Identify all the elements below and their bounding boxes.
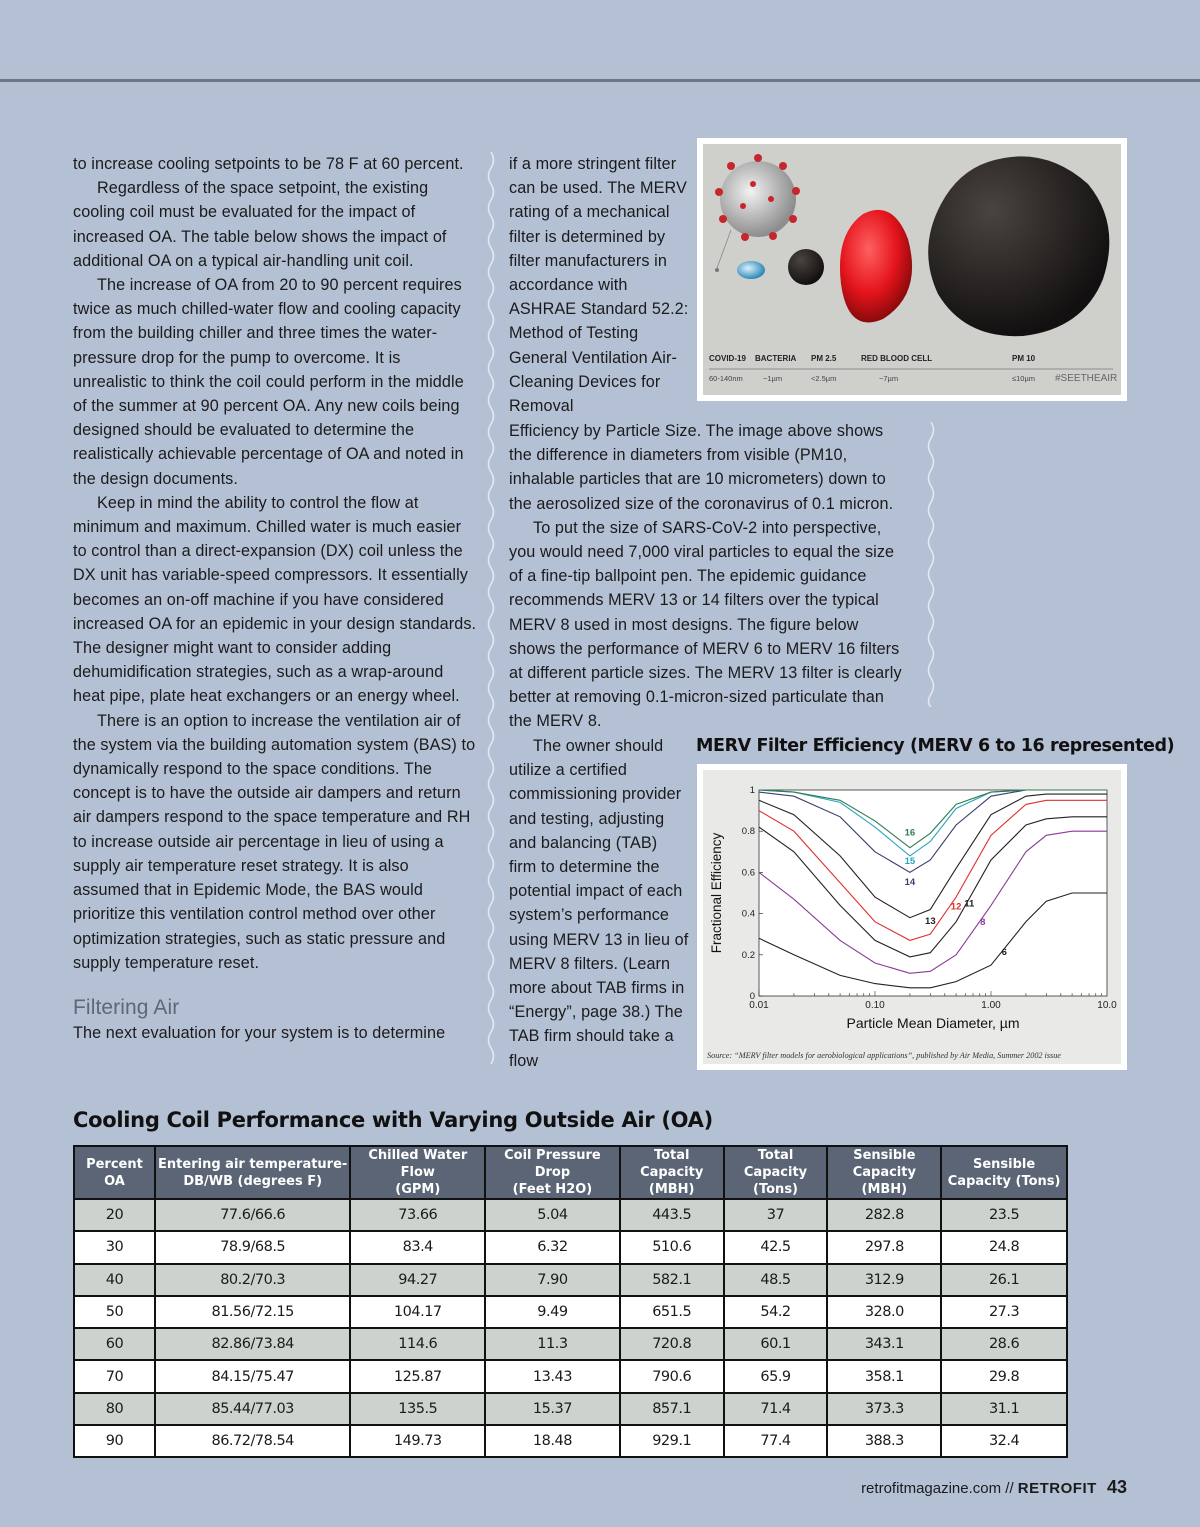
x-tick-label: 1.00	[981, 1000, 1001, 1011]
column-header-line: Percent	[86, 1156, 143, 1172]
table-header-row	[74, 1146, 1067, 1199]
column-header-line: (Feet H2O)	[512, 1182, 593, 1197]
table-cell: 73.66	[350, 1199, 485, 1231]
column-header-line: Total Capacity	[743, 1148, 808, 1180]
table-cell: 149.73	[350, 1425, 485, 1457]
table-cell: 13.43	[485, 1360, 620, 1392]
column-header	[485, 1146, 620, 1199]
y-tick-label: 1	[749, 785, 755, 796]
table-cell: 65.9	[724, 1360, 828, 1392]
column-header-line: Sensible	[853, 1148, 916, 1163]
column-divider	[484, 152, 498, 1072]
table-cell: 26.1	[941, 1264, 1067, 1296]
table-cell: 60	[74, 1328, 155, 1360]
table-cell: 83.4	[350, 1231, 485, 1263]
article-column-right-bottom	[509, 734, 689, 1073]
bacteria-icon	[737, 261, 765, 279]
hashtag: #SEETHEAIR	[1055, 373, 1118, 384]
series-label: 6	[1001, 946, 1007, 958]
table-row	[74, 1264, 1067, 1296]
series-label: 8	[980, 917, 986, 929]
x-axis-label: Particle Mean Diameter, µm	[846, 1015, 1020, 1031]
particle-size: <2.5µm	[811, 374, 837, 383]
particle-illustration	[703, 144, 1121, 395]
table-cell: 54.2	[724, 1296, 828, 1328]
table-cell: 720.8	[620, 1328, 724, 1360]
column-header-line: Sensible	[973, 1156, 1036, 1172]
chart-title: MERV Filter Efficiency (MERV 6 to 16 represented)	[696, 736, 1175, 756]
series-label: 12	[950, 901, 962, 913]
table-cell: 50	[74, 1296, 155, 1328]
table-row	[74, 1393, 1067, 1425]
table-row	[74, 1360, 1067, 1392]
table-cell: 443.5	[620, 1199, 724, 1231]
covid-scale-dot-icon	[715, 268, 719, 272]
paragraph: There is an option to increase the ventilation air of the system via the building automation system (BAS) to dynamically respond to the space conditions. The concept is to have the outside air dampers and return air dampers respond to the space temperature and RH to increase outside air percentage in lieu of using a supply air temperature reset strategy. It is also assumed that in Epidemic Mode, the BAS would prioritize this ventilation control method over other optimization strategies, such as static pressure and supply temperature reset.	[73, 711, 476, 972]
table-cell: 27.3	[941, 1296, 1067, 1328]
column-header-line: Capacity (Tons)	[947, 1173, 1061, 1189]
column-header	[620, 1146, 724, 1199]
table-cell: 32.4	[941, 1425, 1067, 1457]
particle-label: BACTERIA	[755, 354, 797, 363]
table-cell: 24.8	[941, 1231, 1067, 1263]
table-cell: 82.86/73.84	[155, 1328, 351, 1360]
table-cell: 343.1	[827, 1328, 941, 1360]
article-column-right-top	[509, 152, 689, 418]
table-cell: 77.6/66.6	[155, 1199, 351, 1231]
table-cell: 15.37	[485, 1393, 620, 1425]
particle-label: COVID-19	[709, 354, 746, 363]
table-cell: 9.49	[485, 1296, 620, 1328]
table-cell: 71.4	[724, 1393, 828, 1425]
table-cell: 37	[724, 1199, 828, 1231]
top-rule	[0, 79, 1200, 82]
y-tick-label: 0.2	[741, 949, 755, 961]
chart-svg	[703, 770, 1121, 1064]
y-tick-label: 0.4	[741, 908, 755, 920]
particle-label: PM 2.5	[811, 354, 837, 363]
particle-size: ~7µm	[879, 374, 899, 383]
y-axis-label: Fractional Efficiency	[709, 832, 724, 954]
table-cell: 85.44/77.03	[155, 1393, 351, 1425]
table-cell: 18.48	[485, 1425, 620, 1457]
paragraph: to increase cooling setpoints to be 78 F at 60 percent.	[73, 155, 464, 173]
table-cell: 31.1	[941, 1393, 1067, 1425]
table-cell: 81.56/72.15	[155, 1296, 351, 1328]
column-header	[941, 1146, 1067, 1199]
series-label: 13	[925, 915, 936, 927]
page-footer	[861, 1477, 1127, 1498]
table-cell: 11.3	[485, 1328, 620, 1360]
column-header-line: (MBH)	[648, 1182, 695, 1197]
y-tick-label: 0.6	[741, 867, 755, 879]
column-header	[155, 1146, 351, 1199]
table-cell: 5.04	[485, 1199, 620, 1231]
covid-virus-icon	[715, 154, 800, 241]
table-row	[74, 1328, 1067, 1360]
footer-brand: RETROFIT	[1017, 1480, 1097, 1497]
table-cell: 328.0	[827, 1296, 941, 1328]
x-tick-label: 10.0	[1097, 1000, 1117, 1011]
table-cell: 40	[74, 1264, 155, 1296]
paragraph: To put the size of SARS-CoV-2 into perspective, you would need 7,000 viral particles to equal the size of a fine-tip ballpoint pen. The epidemic guidance recommends MERV 13 or 14 filters over the typical MERV 8 used in most designs. The figure below shows the performance of MERV 6 to MERV 16 filters at different particle sizes. The MERV 13 filter is clearly better at removing 0.1-micron-sized particulate than the MERV 8.	[509, 518, 902, 731]
table-cell: 29.8	[941, 1360, 1067, 1392]
column-header-line: Coil Pressure Drop	[504, 1148, 601, 1180]
table-cell: 78.9/68.5	[155, 1231, 351, 1263]
table-cell: 80	[74, 1393, 155, 1425]
column-header-line: Entering air temperature-	[158, 1156, 348, 1172]
table-cell: 388.3	[827, 1425, 941, 1457]
table-row	[74, 1231, 1067, 1263]
particle-size-image	[697, 138, 1127, 401]
paragraph: if a more stringent filter can be used. The MERV rating of a mechanical filter is determined by filter manufacturers in accordance with ASHRAE Standard 52.2: Method of Testing General Ventilation Air-Cleaning Devices for Removal	[509, 155, 689, 416]
paragraph: The increase of OA from 20 to 90 percent requires twice as much chilled-water flow and cooling capacity from the building chiller and three times the water-pressure drop for the pump to overcome. It is unrealistic to think the coil could perform in the middle of the summer at 90 percent OA. Any new coils being designed should be evaluated to determine the realistically achievable percentage of OA and noted in the design documents.	[73, 276, 464, 488]
plot-area	[759, 790, 1107, 996]
column-header	[724, 1146, 828, 1199]
table-cell: 312.9	[827, 1264, 941, 1296]
series-label: 15	[904, 856, 916, 868]
table-title: Cooling Coil Performance with Varying Outside Air (OA)	[73, 1108, 713, 1132]
section-heading: Filtering Air	[73, 995, 180, 1019]
table-cell: 86.72/78.54	[155, 1425, 351, 1457]
table-cell: 20	[74, 1199, 155, 1231]
column-header	[350, 1146, 485, 1199]
column-header	[74, 1146, 155, 1199]
paragraph: Efficiency by Particle Size. The image above shows the difference in diameters from visible (PM10, inhalable particles that are 10 micrometers) down to the aerosolized size of the coronavirus of 0.1 micron.	[509, 422, 894, 513]
red-blood-cell-icon	[840, 210, 912, 323]
table-row	[74, 1425, 1067, 1457]
paragraph: Regardless of the space setpoint, the existing cooling coil must be evaluated for the impact of increased OA. The table below shows the impact of additional OA on a typical air-handling unit coil.	[73, 179, 447, 270]
paragraph: The next evaluation for your system is to determine	[73, 1023, 446, 1042]
table-cell: 510.6	[620, 1231, 724, 1263]
x-tick-label: 0.10	[865, 1000, 885, 1011]
table-cell: 104.17	[350, 1296, 485, 1328]
y-tick-label: 0.8	[741, 826, 755, 838]
table-cell: 70	[74, 1360, 155, 1392]
table-cell: 929.1	[620, 1425, 724, 1457]
table-cell: 77.4	[724, 1425, 828, 1457]
table-row	[74, 1296, 1067, 1328]
page-number: 43	[1106, 1477, 1127, 1497]
column-header-line: OA	[104, 1173, 125, 1189]
table-cell: 651.5	[620, 1296, 724, 1328]
table-cell: 60.1	[724, 1328, 828, 1360]
table-cell: 282.8	[827, 1199, 941, 1231]
column-divider	[924, 422, 938, 707]
series-label: 14	[904, 876, 916, 888]
cooling-coil-table	[73, 1145, 1068, 1458]
column-header-line: DB/WB (degrees F)	[183, 1173, 323, 1189]
particle-label: PM 10	[1012, 354, 1036, 363]
footer-site: retrofitmagazine.com //	[861, 1480, 1014, 1497]
table-cell: 30	[74, 1231, 155, 1263]
table-cell: 90	[74, 1425, 155, 1457]
table-cell: 582.1	[620, 1264, 724, 1296]
column-header-line: Total Capacity	[640, 1148, 704, 1180]
y-tick-label: 0	[749, 991, 755, 1002]
pm25-particle-icon	[788, 249, 824, 285]
table-cell: 42.5	[724, 1231, 828, 1263]
article-column-left	[73, 152, 478, 1045]
table-cell: 135.5	[350, 1393, 485, 1425]
column-header-line: (GPM)	[395, 1182, 441, 1197]
column-header-line: Capacity (MBH)	[852, 1165, 916, 1197]
column-header	[827, 1146, 941, 1199]
particle-size: ~1µm	[763, 374, 783, 383]
table-cell: 48.5	[724, 1264, 828, 1296]
x-tick-label: 0.01	[749, 1000, 769, 1011]
table-cell: 857.1	[620, 1393, 724, 1425]
table-cell: 6.32	[485, 1231, 620, 1263]
table-cell: 84.15/75.47	[155, 1360, 351, 1392]
table-cell: 7.90	[485, 1264, 620, 1296]
table-cell: 125.87	[350, 1360, 485, 1392]
table-cell: 114.6	[350, 1328, 485, 1360]
series-label: 11	[964, 898, 975, 910]
chart-source: Source: “MERV filter models for aerobiological applications”, published by Air Media, Summer 2002 issue	[707, 1051, 1061, 1060]
paragraph: The owner should utilize a certified commissioning provider and testing, adjusting and balancing (TAB) firm to determine the potential impact of each system’s performance using MERV 13 in lieu of MERV 8 filters. (Learn more about TAB firms in “Energy”, page 38.) The TAB firm should take a flow	[509, 737, 689, 1070]
paragraph: Keep in mind the ability to control the flow at minimum and maximum. Chilled water is much easier to control than a direct-expansion (DX) coil unless the DX unit has variable-speed compressors. It essentially becomes an on-off machine if you have considered increased OA for an epidemic in your design standards. The designer might want to consider adding dehumidification strategies, such as a wrap-around heat pipe, plate heat exchangers or an energy wheel.	[73, 493, 477, 706]
table-row	[74, 1199, 1067, 1231]
particle-size: 60-140nm	[709, 374, 743, 383]
column-header-line: Chilled Water Flow	[368, 1148, 468, 1180]
pm10-particle-icon	[928, 156, 1109, 336]
table-cell: 28.6	[941, 1328, 1067, 1360]
table-cell: 94.27	[350, 1264, 485, 1296]
table-cell: 23.5	[941, 1199, 1067, 1231]
column-header-line: (Tons)	[753, 1182, 798, 1197]
table-cell: 80.2/70.3	[155, 1264, 351, 1296]
table-cell: 297.8	[827, 1231, 941, 1263]
particle-size: ≤10µm	[1012, 374, 1036, 383]
merv-efficiency-chart	[697, 764, 1127, 1070]
table-cell: 790.6	[620, 1360, 724, 1392]
particle-label: RED BLOOD CELL	[861, 354, 933, 363]
table-cell: 373.3	[827, 1393, 941, 1425]
series-label: 16	[904, 827, 916, 839]
article-column-right-middle	[509, 419, 909, 734]
table-cell: 358.1	[827, 1360, 941, 1392]
